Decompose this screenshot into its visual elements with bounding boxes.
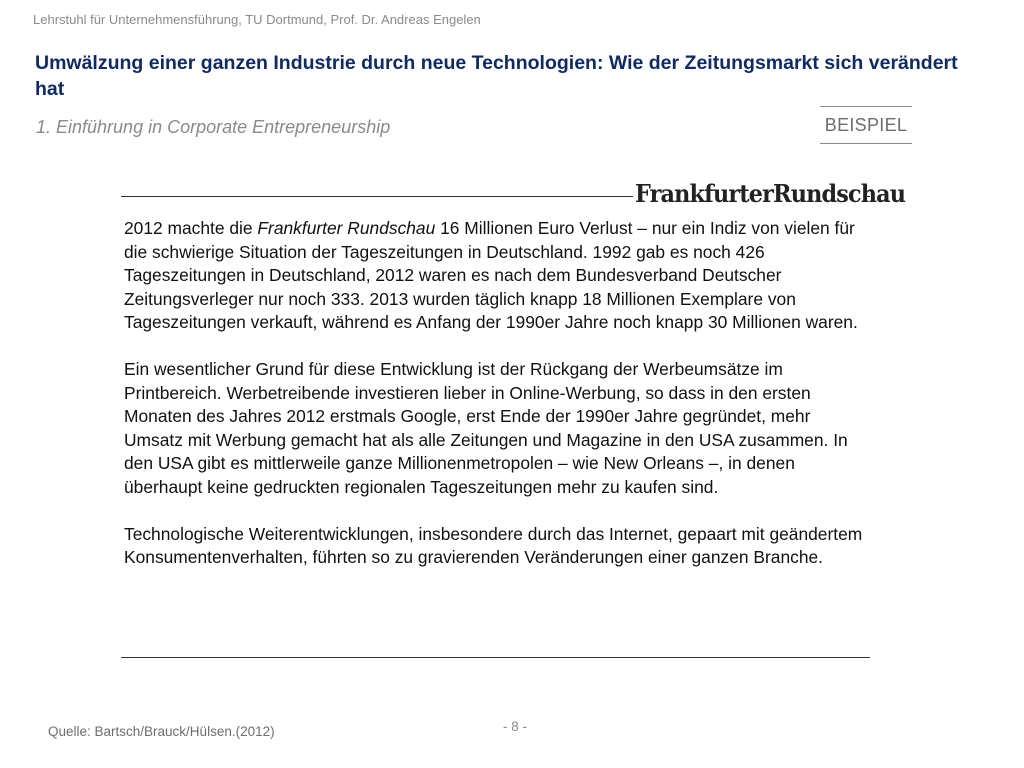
source-citation: Quelle: Bartsch/Brauck/Hülsen.(2012): [48, 724, 275, 739]
slide-title: Umwälzung einer ganzen Industrie durch neue Technologien: Wie der Zeitungsmarkt sich verändert hat: [35, 52, 958, 100]
header-institution-line: Lehrstuhl für Unternehmensführung, TU Dortmund, Prof. Dr. Andreas Engelen: [33, 12, 481, 27]
paragraph-1-rest: 16 Millionen Euro Verlust – nur ein Indiz von vielen für die schwierige Situation der Tageszeitungen in Deutschland. 1992 gab es noch 426 Tageszeitungen in Deutschland, 2012 waren es nach dem Bundesverband Deutscher Zeitungsverleger nur noch 333. 2013 wurden täglich knapp 18 Millionen Exemplare von Tageszeitungen verkauft, während es Anfang der 1990er Jahre noch knapp 30 Millionen waren.: [124, 218, 858, 332]
top-divider-tail: [866, 196, 870, 197]
page-number: - 8 -: [503, 719, 528, 734]
paragraph-3: Technologische Weiterentwicklungen, insbesondere durch das Internet, gepaart mit geändertem Konsumentenverhalten, führten so zu gravierenden Veränderungen einer ganzen Branche.: [124, 523, 863, 567]
paragraph-2: Ein wesentlicher Grund für diese Entwicklung ist der Rückgang der Werbeumsätze im Printbereich. Werbetreibende investieren lieber in Online-Werbung, so dass in den ersten Monaten des Jahres 2012 erstmals Google, erst Ende der 1990er Jahre gegründet, mehr Umsatz mit Werbung gemacht hat als alle Zeitungen und Magazine in den USA zusammen. In den USA gibt es mittlerweile ganze Millionenmetropolen – wie New Orleans –, in denen überhaupt keine gedruckten regionalen Tageszeitungen mehr zu kaufen sind.: [124, 359, 848, 497]
article-text: [124, 217, 874, 570]
paragraph-1-intro: 2012 machte die: [124, 218, 258, 238]
top-divider: [121, 196, 633, 197]
paragraph-1: [124, 217, 874, 335]
newspaper-name: Frankfurter Rundschau: [257, 218, 436, 238]
frankfurter-rundschau-logo: FrankfurterRundschau: [635, 179, 906, 208]
slide-subtitle: 1. Einführung in Corporate Entrepreneurship: [36, 117, 391, 137]
bottom-divider: [121, 657, 870, 658]
example-badge: BEISPIEL: [820, 106, 912, 144]
